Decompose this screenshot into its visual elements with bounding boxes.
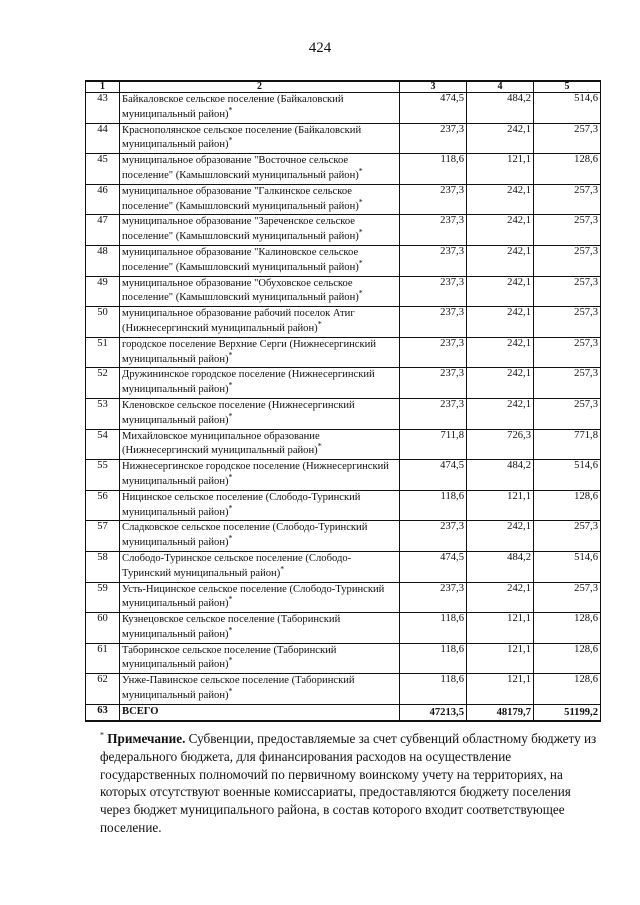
municipality-name-text: Кузнецовское сельское поселение (Таборинский муниципальный район)	[122, 614, 341, 640]
subvention-table	[85, 80, 601, 722]
table-row	[86, 245, 601, 276]
footnote-marker: *	[317, 319, 322, 329]
value-col-4: 242,1	[467, 123, 534, 154]
footnote-marker: *	[100, 730, 104, 740]
value-col-4: 242,1	[467, 276, 534, 307]
value-col-3: 237,3	[400, 582, 467, 613]
value-col-5: 771,8	[534, 429, 601, 460]
value-col-3: 237,3	[400, 245, 467, 276]
table-header-row	[86, 81, 601, 93]
municipality-name-text: Байкаловское сельское поселение (Байкаловский муниципальный район)	[122, 94, 344, 120]
value-col-5: 257,3	[534, 307, 601, 338]
table-row	[86, 490, 601, 521]
table-row	[86, 521, 601, 552]
column-header: 3	[400, 81, 467, 93]
value-col-5: 128,6	[534, 154, 601, 185]
footnote-marker: *	[228, 411, 233, 421]
municipality-name	[120, 398, 400, 429]
table-row	[86, 429, 601, 460]
municipality-name-text: Нижнесергинское городское поселение (Нижнесергинский муниципальный район)	[122, 461, 389, 487]
footnote-marker: *	[317, 441, 322, 451]
municipality-name-text: муниципальное образование рабочий поселок Атиг (Нижнесергинский муниципальный район)	[122, 308, 355, 334]
municipality-name	[120, 215, 400, 246]
footnote-marker: *	[228, 472, 233, 482]
note-label: Примечание.	[107, 731, 186, 746]
value-col-5: 128,6	[534, 674, 601, 705]
municipality-name	[120, 582, 400, 613]
value-col-4: 242,1	[467, 521, 534, 552]
municipality-name	[120, 276, 400, 307]
value-col-5: 257,3	[534, 245, 601, 276]
row-number: 61	[86, 643, 120, 674]
municipality-name	[120, 429, 400, 460]
footnote-marker: *	[358, 227, 363, 237]
total-col-5: 51199,2	[534, 704, 601, 720]
municipality-name-text: Унже-Павинское сельское поселение (Таборинский муниципальный район)	[122, 675, 355, 702]
row-number: 55	[86, 460, 120, 491]
value-col-4: 242,1	[467, 184, 534, 215]
value-col-5: 128,6	[534, 643, 601, 674]
municipality-name-text: Кленовское сельское поселение (Нижнесергинский муниципальный район)	[122, 399, 355, 426]
value-col-5: 257,3	[534, 123, 601, 154]
value-col-5: 257,3	[534, 337, 601, 368]
value-col-5: 257,3	[534, 215, 601, 246]
footnote-marker: *	[280, 564, 285, 574]
total-label: ВСЕГО	[120, 704, 400, 720]
value-col-3: 237,3	[400, 123, 467, 154]
row-number: 43	[86, 93, 120, 124]
table-row	[86, 123, 601, 154]
municipality-name	[120, 460, 400, 491]
column-header: 5	[534, 81, 601, 93]
value-col-5: 257,3	[534, 184, 601, 215]
municipality-name-text: Ницинское сельское поселение (Слободо-Туринский муниципальный район)	[122, 491, 361, 518]
table-row	[86, 184, 601, 215]
footnote-marker: *	[228, 380, 233, 390]
table-body	[86, 93, 601, 721]
municipality-name	[120, 551, 400, 582]
footnote-marker: *	[228, 594, 233, 604]
footnote-marker: *	[358, 288, 363, 298]
table-row	[86, 337, 601, 368]
value-col-4: 484,2	[467, 551, 534, 582]
total-row-number: 63	[86, 704, 120, 720]
footnote-marker: *	[228, 350, 233, 360]
value-col-4: 121,1	[467, 613, 534, 644]
total-col-3: 47213,5	[400, 704, 467, 720]
municipality-name	[120, 643, 400, 674]
value-col-5: 257,3	[534, 368, 601, 399]
municipality-name-text: Сладковское сельское поселение (Слободо-Туринский муниципальный район)	[122, 522, 368, 549]
value-col-3: 118,6	[400, 154, 467, 185]
row-number: 53	[86, 398, 120, 429]
value-col-5: 514,6	[534, 460, 601, 491]
table-row	[86, 276, 601, 307]
value-col-4: 121,1	[467, 154, 534, 185]
row-number: 59	[86, 582, 120, 613]
municipality-name	[120, 521, 400, 552]
table-row	[86, 398, 601, 429]
value-col-3: 237,3	[400, 184, 467, 215]
value-col-3: 237,3	[400, 368, 467, 399]
municipality-name	[120, 245, 400, 276]
municipality-name-text: Михайловское муниципальное образование (Нижнесергинский муниципальный район)	[122, 430, 320, 457]
value-col-4: 121,1	[467, 643, 534, 674]
footnote-marker: *	[228, 686, 233, 696]
row-number: 52	[86, 368, 120, 399]
value-col-3: 474,5	[400, 551, 467, 582]
municipality-name	[120, 307, 400, 338]
row-number: 45	[86, 154, 120, 185]
row-number: 58	[86, 551, 120, 582]
value-col-4: 121,1	[467, 490, 534, 521]
value-col-3: 237,3	[400, 307, 467, 338]
footnote-marker: *	[228, 625, 233, 635]
row-number: 48	[86, 245, 120, 276]
total-row	[86, 704, 601, 720]
total-col-4: 48179,7	[467, 704, 534, 720]
footnote-marker: *	[358, 258, 363, 268]
municipality-name-text: Усть-Ницинское сельское поселение (Слободо-Туринский муниципальный район)	[122, 583, 385, 610]
footnote-marker: *	[358, 197, 363, 207]
row-number: 56	[86, 490, 120, 521]
table-row	[86, 307, 601, 338]
value-col-5: 128,6	[534, 490, 601, 521]
table-row	[86, 551, 601, 582]
column-header: 1	[86, 81, 120, 93]
table-row	[86, 674, 601, 705]
table-row	[86, 368, 601, 399]
row-number: 54	[86, 429, 120, 460]
row-number: 57	[86, 521, 120, 552]
row-number: 62	[86, 674, 120, 705]
value-col-5: 514,6	[534, 551, 601, 582]
value-col-4: 242,1	[467, 582, 534, 613]
footnote-marker: *	[358, 166, 363, 176]
municipality-name-text: Таборинское сельское поселение (Таборинский муниципальный район)	[122, 644, 337, 671]
value-col-3: 237,3	[400, 398, 467, 429]
row-number: 49	[86, 276, 120, 307]
page-number: 424	[308, 40, 332, 56]
value-col-3: 237,3	[400, 276, 467, 307]
value-col-3: 118,6	[400, 613, 467, 644]
municipality-name	[120, 123, 400, 154]
value-col-4: 242,1	[467, 307, 534, 338]
table-row	[86, 93, 601, 124]
municipality-name	[120, 368, 400, 399]
municipality-name	[120, 154, 400, 185]
value-col-5: 257,3	[534, 582, 601, 613]
municipality-name	[120, 337, 400, 368]
municipality-name-text: Дружининское городское поселение (Нижнесергинский муниципальный район)	[122, 369, 375, 396]
footnote-marker: *	[228, 502, 233, 512]
value-col-4: 242,1	[467, 245, 534, 276]
value-col-3: 237,3	[400, 215, 467, 246]
row-number: 51	[86, 337, 120, 368]
value-col-4: 242,1	[467, 215, 534, 246]
value-col-3: 237,3	[400, 521, 467, 552]
value-col-3: 118,6	[400, 490, 467, 521]
value-col-5: 257,3	[534, 398, 601, 429]
value-col-3: 118,6	[400, 643, 467, 674]
value-col-5: 257,3	[534, 521, 601, 552]
municipality-name	[120, 613, 400, 644]
municipality-name-text: муниципальное образование "Галкинское сельское поселение" (Камышловский муниципальный район)	[122, 185, 359, 212]
municipality-name	[120, 674, 400, 705]
value-col-4: 242,1	[467, 337, 534, 368]
value-col-3: 474,5	[400, 93, 467, 124]
municipality-name-text: муниципальное образование "Калиновское сельское поселение" (Камышловский муниципальный район)	[122, 246, 359, 273]
row-number: 60	[86, 613, 120, 644]
footnote-marker: *	[228, 655, 233, 665]
table-row	[86, 215, 601, 246]
column-header: 4	[467, 81, 534, 93]
footnote-marker: *	[228, 105, 233, 115]
row-number: 50	[86, 307, 120, 338]
row-number: 44	[86, 123, 120, 154]
value-col-4: 726,3	[467, 429, 534, 460]
column-header: 2	[120, 81, 400, 93]
row-number: 46	[86, 184, 120, 215]
table-row	[86, 613, 601, 644]
value-col-3: 118,6	[400, 674, 467, 705]
municipality-name	[120, 93, 400, 124]
value-col-4: 242,1	[467, 368, 534, 399]
value-col-3: 711,8	[400, 429, 467, 460]
value-col-5: 128,6	[534, 613, 601, 644]
table-row	[86, 643, 601, 674]
note-text: Субвенции, предоставляемые за счет субвенций областному бюджету из федерального бюджета, для финансирования расходов на осуществление государственных полномочий по первичному воинскому учету на территориях, на которых отсутствуют военные комиссариаты, предоставляются бюджету поселения через бюджет муниципального района, в состав которого входит соответствующее поселение.	[100, 731, 597, 835]
value-col-5: 257,3	[534, 276, 601, 307]
municipality-name-text: муниципальное образование "Зареченское сельское поселение" (Камышловский муниципальный район)	[122, 216, 359, 243]
municipality-name-text: Слободо-Туринское сельское поселение (Слободо-Туринский муниципальный район)	[122, 552, 352, 579]
value-col-4: 242,1	[467, 398, 534, 429]
value-col-4: 121,1	[467, 674, 534, 705]
value-col-4: 484,2	[467, 93, 534, 124]
municipality-name	[120, 490, 400, 521]
table-row	[86, 582, 601, 613]
municipality-name-text: муниципальное образование "Восточное сельское поселение" (Камышловский муниципальный район)	[122, 155, 359, 181]
table-row	[86, 154, 601, 185]
municipality-name	[120, 184, 400, 215]
value-col-3: 237,3	[400, 337, 467, 368]
note-text-block	[72, 730, 600, 837]
municipality-name-text: городское поселение Верхние Серги (Нижнесергинский муниципальный район)	[122, 338, 376, 365]
footnote-marker: *	[228, 533, 233, 543]
footnote-marker: *	[228, 135, 233, 145]
value-col-5: 514,6	[534, 93, 601, 124]
value-col-4: 484,2	[467, 460, 534, 491]
note-paragraph	[72, 730, 600, 837]
table-row	[86, 460, 601, 491]
municipality-name-text: муниципальное образование "Обуховское сельское поселение" (Камышловский муниципальный район)	[122, 277, 359, 304]
value-col-3: 474,5	[400, 460, 467, 491]
row-number: 47	[86, 215, 120, 246]
municipality-name-text: Краснополянское сельское поселение (Байкаловский муниципальный район)	[122, 124, 362, 151]
